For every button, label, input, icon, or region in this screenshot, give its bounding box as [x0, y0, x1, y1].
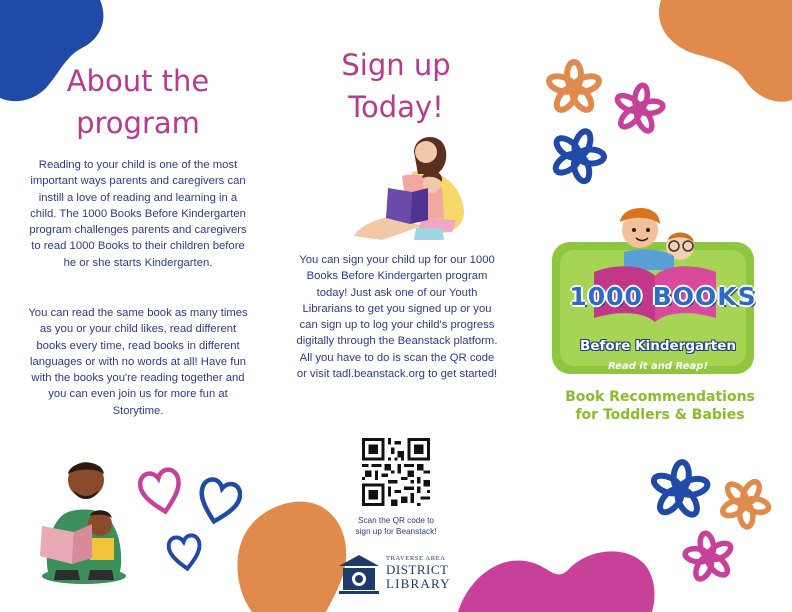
about-paragraph-1: Reading to your child is one of the most important ways parents and caregivers can instill a love of reading and learning in a child. The 1000 Books Before Kindergarten program challenges parents and caregivers to read 1000 Books to their children before he or she starts Kindergarten. [29, 159, 247, 269]
book-recommendations-tagline [540, 388, 780, 424]
about-heading-line1: About the [66, 64, 210, 98]
signup-heading-line1: Sign up [341, 48, 451, 82]
signup-heading [300, 44, 492, 128]
qr-caption [320, 515, 472, 537]
blue-small-heart-icon [166, 532, 204, 572]
signup-paragraph: You can sign your child up for our 1000 Books Before Kindergarten program today! Just ask one of our Youth Librarians to get you signed up or you can sign up to log your child's progress digitally through the Beanstack platform. All you have to do is scan the QR code or visit tadl.beanstack.org to get started! [296, 254, 498, 381]
library-logo [336, 552, 460, 596]
logo-slogan: Read it and Reap! [607, 361, 709, 372]
orange-blob-top-right [655, 0, 792, 105]
magenta-flower-icon [612, 82, 666, 136]
magenta-blob-bottom-right [458, 540, 658, 612]
qr-code[interactable] [362, 438, 430, 506]
program-logo [550, 196, 770, 382]
parent-child-reading-illustration [34, 452, 134, 584]
orange-flower-icon [544, 58, 604, 118]
magenta-flower-bottom-icon [680, 528, 738, 586]
signup-heading-line2: Today! [348, 90, 444, 124]
about-paragraph-2: You can read the same book as many times as you or your child likes, read different books every time, read books in different languages or with no words at all! Have fun with the books you're reading together and you can even join us for more fun at Storytime. [28, 307, 248, 417]
library-building-icon [336, 552, 382, 596]
logo-subtitle: Before Kindergarten [580, 338, 736, 354]
blue-flower-icon [548, 126, 608, 186]
mother-child-reading-illustration [352, 132, 466, 244]
tagline-line2: for Toddlers & Babies [575, 407, 745, 423]
library-name [386, 554, 462, 591]
magenta-heart-icon [138, 466, 184, 516]
library-name-line3: LIBRARY [386, 576, 451, 591]
blue-heart-icon [196, 476, 242, 526]
about-heading-line2: program [76, 106, 200, 140]
logo-title [556, 282, 770, 312]
blue-flower-bottom-icon [648, 458, 712, 522]
library-name-line1: TRAVERSE AREA [386, 555, 446, 562]
orange-flower-bottom-icon [716, 474, 774, 532]
library-name-line2: DISTRICT [386, 562, 449, 577]
qr-caption-line1: Scan the QR code to [357, 516, 434, 525]
about-heading [30, 60, 246, 144]
logo-word: BOOKS [652, 282, 757, 311]
qr-caption-line2: sign up for Beanstack! [355, 527, 437, 536]
tagline-line1: Book Recommendations [565, 389, 755, 405]
logo-number: 1000 [569, 282, 643, 311]
